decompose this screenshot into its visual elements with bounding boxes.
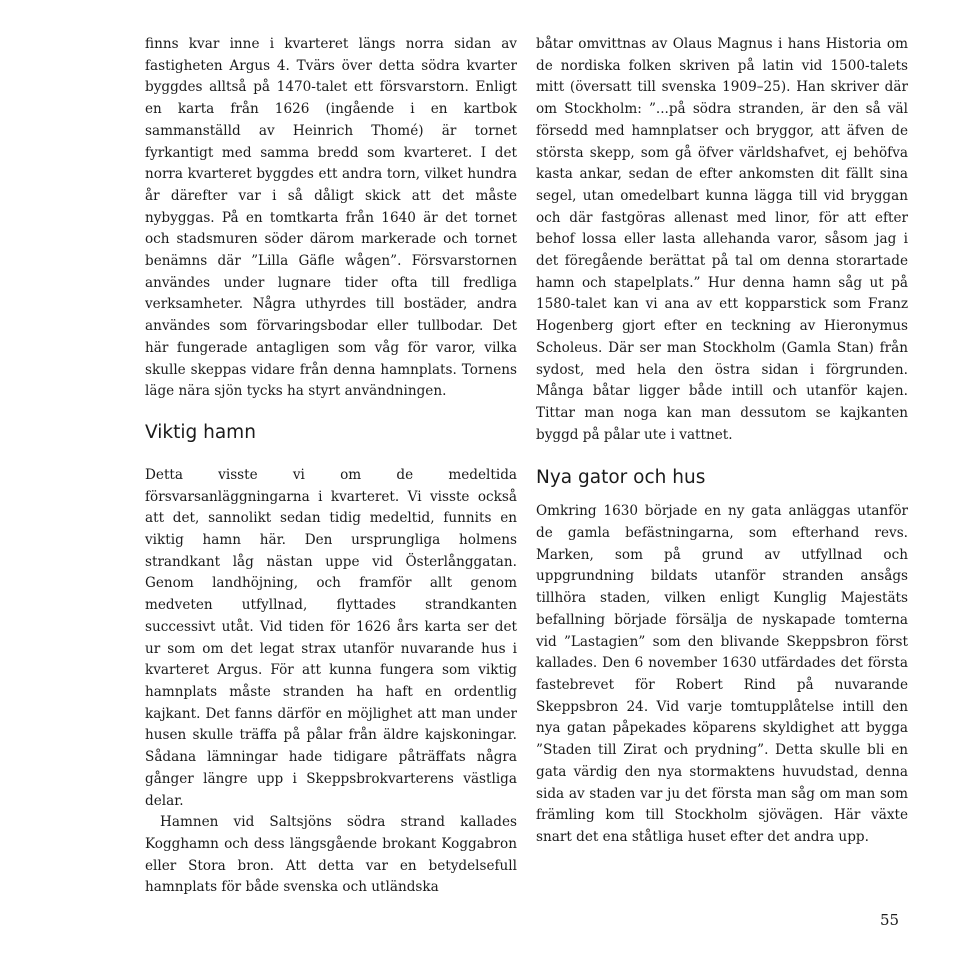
body-paragraph: Detta visste vi om de medeltida försvarsanläggningarna i kvarteret. Vi visste också att det, sannolikt sedan tidig medeltid, funnits en viktig hamn här. Den ursprungliga holmens strandkant låg nästan uppe vid Österlånggatan. Genom landhöjning, och framför allt genom medveten utfyllnad, flyttades strandkanten successivt utåt. Vid tiden för 1626 års karta ser det ur som om det legat strax utanför nuvarande hus i kvarteret Argus. För att kunna fungera som viktig hamnplats måste stranden ha haft en ordentlig kajkant. Det fanns därför en möjlighet att man under husen skulle träffa på pålar från äldre kajskoningar. Sådana lämningar hade tidigare påträffats några gånger längre upp i Skeppsbrokvarterens västliga delar. xyxy=(145,466,517,809)
section-heading: Viktig hamn xyxy=(145,421,256,443)
body-paragraph: båtar omvittnas av Olaus Magnus i hans Historia om de nordiska folken skriven på latin vid 1500-talets mitt (översatt till svenska 1909–25). Han skriver där om Stockholm: ”...på södra stranden, är den så väl försedd med hamnplatser och bryggor, att äfven de största skepp, som gå öfver världshafvet, ej behöfva kasta ankar, sedan de efter ankomsten dit fällt sina segel, utan omedelbart kunna lägga till vid bryggan och där fastgöras allenast med linor, för att efter behof lossa eller lasta allehanda varor, såsom jag i det föregående berättat på tal om denna storartade hamn och stapelplats.” Hur denna hamn såg ut på 1580-talet kan vi ana av ett kopparstick som Franz Hogenberg gjort efter en teckning av Hieronymus Scholeus. Där ser man Stockholm (Gamla Stan) från sydost, med hela den östra sidan i förgrunden. Många båtar ligger både intill och utanför kajen. Tittar man noga kan man dessutom se kajkanten byggd på pålar ute i vattnet. xyxy=(536,36,908,443)
section-heading: Nya gator och hus xyxy=(536,467,706,489)
right-column xyxy=(536,34,908,849)
left-column xyxy=(145,34,517,899)
body-paragraph: Hamnen vid Saltsjöns södra strand kallades Kogghamn och dess längsgående brokant Koggabron eller Stora bron. Att detta var en betydelsefull hamnplats för både svenska och utländska xyxy=(145,814,517,896)
body-paragraph: Omkring 1630 började en ny gata anläggas utanför de gamla befästningarna, som efterhand revs. Marken, som på grund av utfyllnad och uppgrundning bildats utanför stranden ansågs tillhöra staden, vilken enligt Kunglig Majestäts befallning började försälja de nyskapade tomterna vid ”Lastagien” som den blivande Skeppsbron först kallades. Den 6 november 1630 utfärdades det första fastebrevet för Robert Rind på nuvarande Skeppsbron 24. Vid varje tomtupplåtelse intill den nya gatan påpekades köparens skyldighet att bygga ”Staden till Zirat och prydning”. Detta skulle bli en gata värdig den nya stormaktens huvudstad, denna sida av staden var ju det första man såg om man som främling kom till Stockholm sjövägen. Här växte snart det ena ståtliga huset efter det andra upp. xyxy=(536,503,908,845)
page-number: 55 xyxy=(880,911,900,929)
body-paragraph: finns kvar inne i kvarteret längs norra sidan av fastigheten Argus 4. Tvärs över detta södra kvarter byggdes alltså på 1470-talet ett försvarstorn. Enligt en karta från 1626 (ingående i en kartbok sammanställd av Heinrich Thomé) är tornet fyrkantigt med samma bredd som kvarteret. I det norra kvarteret byggdes ett andra torn, vilket hundra år därefter var i så dåligt skick att det måste nybyggas. På en tomtkarta från 1640 är det tornet och stadsmuren söder därom markerade och tornet benämns där ”Lilla Gäfle wågen”. Försvarstornen användes under lugnare tider ofta till fredliga verksamheter. Några uthyrdes till bostäder, andra användes som förvaringsbodar eller tullbodar. Det här fungerade antagligen som våg för varor, vilka skulle skeppas vidare från denna hamnplats. Tornens läge nära sjön tycks ha styrt användningen. xyxy=(145,36,517,400)
